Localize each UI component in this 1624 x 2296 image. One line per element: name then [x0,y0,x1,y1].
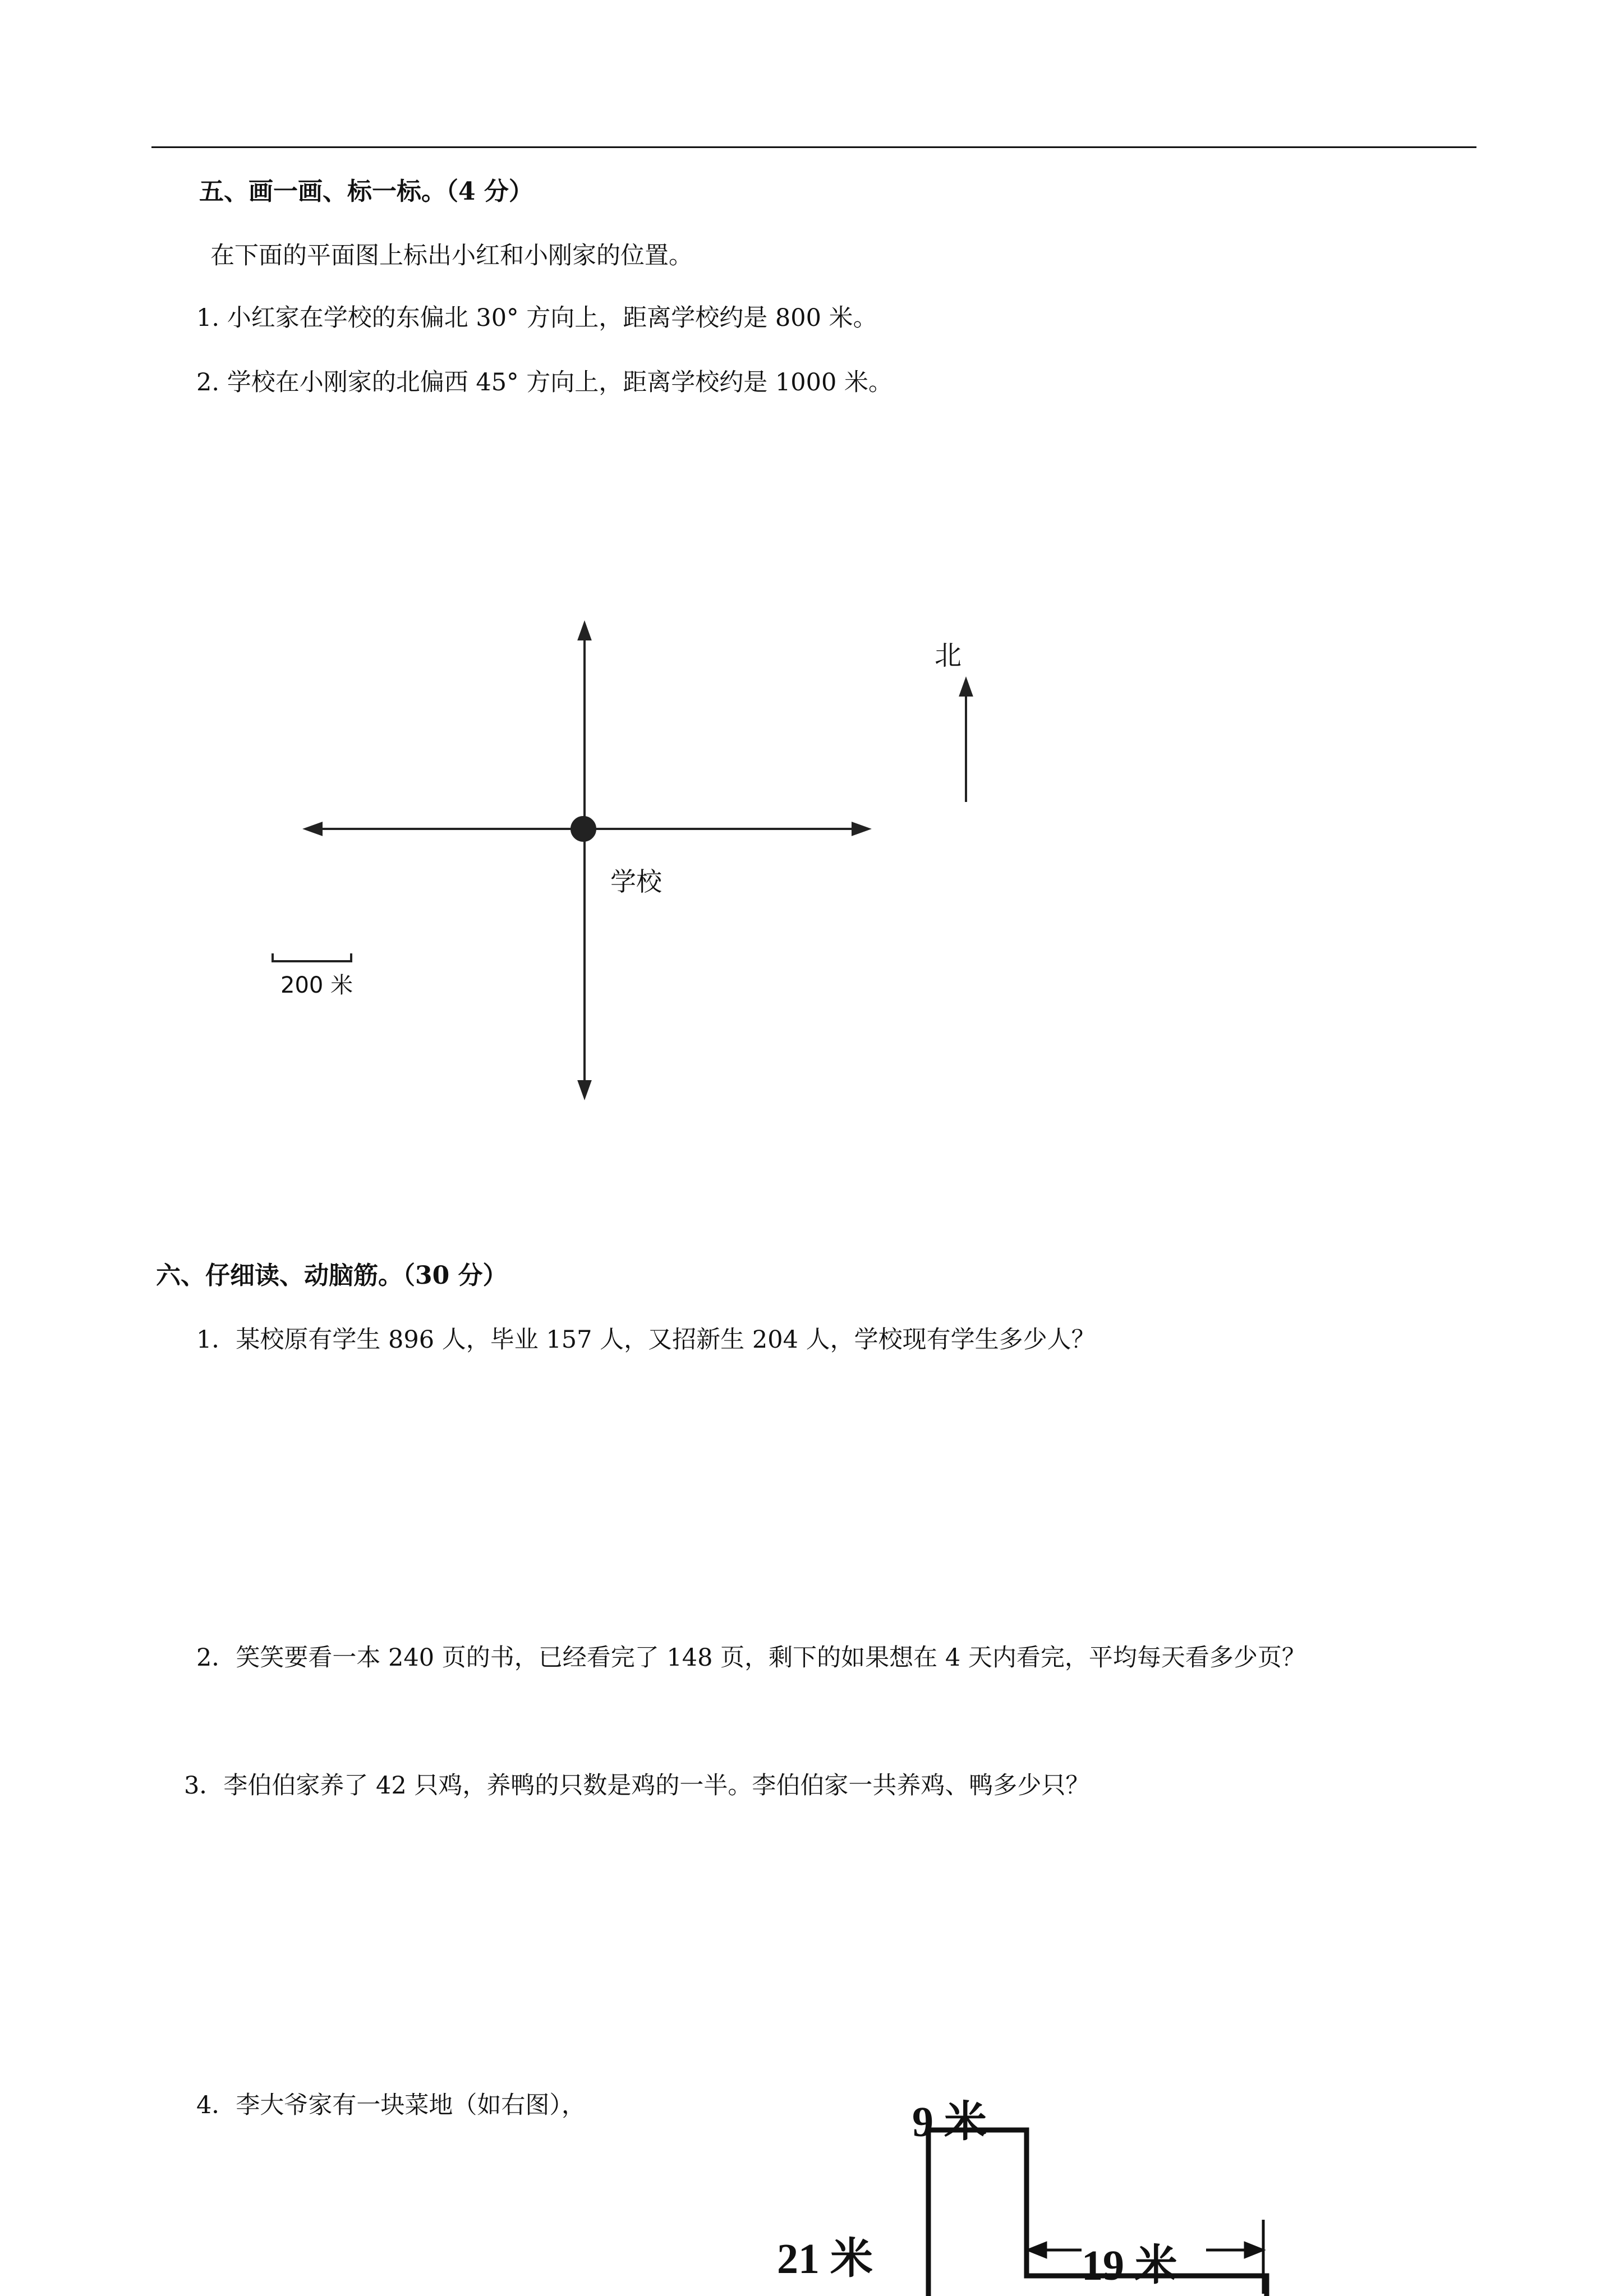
school-label: 学校 [610,866,662,897]
scale-label: 200 米 [280,972,353,998]
section5-item-2: 2. 学校在小刚家的北偏西 45° 方向上，距离学校约是 1000 米。 [196,368,893,397]
section5-item-1: 1. 小红家在学校的东偏北 30° 方向上，距离学校约是 800 米。 [196,304,877,332]
top-width-label: 9 米 [912,2099,987,2146]
section6-item-1: 1．某校原有学生 896 人，毕业 157 人，又招新生 204 人，学校现有学生多少人？ [196,1326,1096,1354]
dimension-arrow-right [1245,2243,1262,2257]
section5-title: 五、画一画、标一标。（4 分） [199,177,533,206]
section6-title: 六、仔细读、动脑筋。（30 分） [156,1261,508,1290]
section6-item-4: 4．李大爷家有一块菜地（如右图）， [196,2091,586,2119]
section5-intro: 在下面的平面图上标出小红和小刚家的位置。 [210,242,693,270]
section6-item-2: 2．笑笑要看一本 240 页的书，已经看完了 148 页，剩下的如果想在 4 天内看完，平均每天看多少页？ [196,1644,1306,1672]
dimension-arrow-left [1029,2243,1046,2257]
north-label: 北 [935,640,962,671]
right-width-label: 19 米 [1082,2242,1177,2289]
height-label: 21 米 [777,2235,873,2283]
section6-item-3: 3．李伯伯家养了 42 只鸡，养鸭的只数是鸡的一半。李伯伯家一共养鸡、鸭多少只？ [184,1772,1090,1800]
